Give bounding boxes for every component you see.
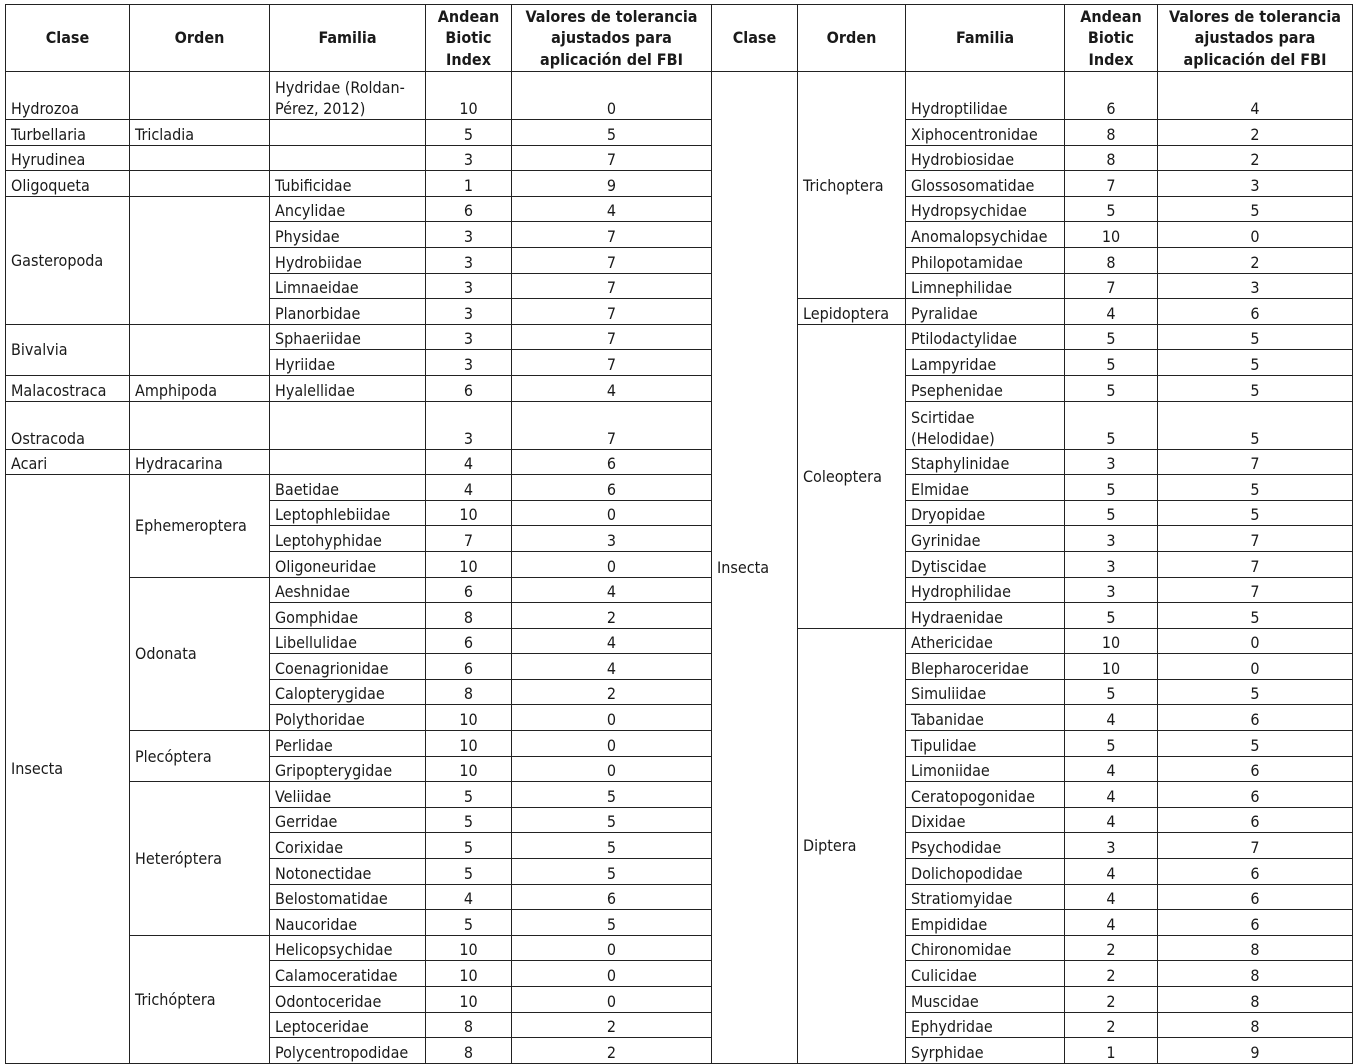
cell-clase: Malacostraca [6, 375, 130, 401]
cell-familia: Hyriidae [270, 350, 426, 376]
cell-abi: 10 [426, 72, 512, 120]
cell-abi: 3 [426, 299, 512, 325]
cell-fbi: 7 [1158, 551, 1353, 577]
cell-fbi: 7 [1158, 526, 1353, 552]
cell-orden: Trichóptera [130, 935, 270, 1063]
cell-orden: Tricladia [130, 120, 270, 146]
cell-clase: Acari [6, 449, 130, 475]
cell-familia [270, 120, 426, 146]
cell-abi: 5 [426, 782, 512, 808]
table-row [6, 196, 712, 222]
header-orden: Orden [130, 5, 270, 72]
cell-abi: 4 [1065, 807, 1158, 833]
cell-fbi: 7 [512, 401, 712, 449]
cell-familia: Gripopterygidae [270, 756, 426, 782]
cell-familia: Chironomidae [906, 935, 1065, 961]
cell-familia: Glossosomatidae [906, 171, 1065, 197]
cell-abi: 8 [1065, 247, 1158, 273]
cell-orden: Diptera [798, 628, 906, 1063]
cell-fbi: 8 [1158, 961, 1353, 987]
cell-fbi: 0 [512, 500, 712, 526]
cell-fbi: 4 [512, 654, 712, 680]
cell-fbi: 4 [1158, 72, 1353, 120]
table-row [6, 375, 712, 401]
cell-familia: Aeshnidae [270, 577, 426, 603]
cell-familia [270, 401, 426, 449]
cell-fbi: 7 [1158, 577, 1353, 603]
cell-fbi: 4 [512, 577, 712, 603]
cell-abi: 5 [1065, 603, 1158, 629]
cell-fbi: 5 [1158, 603, 1353, 629]
table-row [6, 449, 712, 475]
cell-familia: Muscidae [906, 987, 1065, 1013]
cell-abi: 4 [1065, 910, 1158, 936]
cell-familia: Baetidae [270, 475, 426, 501]
cell-fbi: 0 [512, 987, 712, 1013]
header-fbi-tolerance: Valores de tolerancia ajustados para aplicación del FBI [512, 5, 712, 72]
cell-fbi: 6 [1158, 782, 1353, 808]
cell-familia: Hyalellidae [270, 375, 426, 401]
cell-familia: Calopterygidae [270, 679, 426, 705]
cell-abi: 10 [1065, 222, 1158, 248]
cell-familia: Leptophlebiidae [270, 500, 426, 526]
cell-clase: Hydrozoa [6, 72, 130, 120]
cell-fbi: 0 [512, 935, 712, 961]
cell-familia: Corixidae [270, 833, 426, 859]
cell-abi: 4 [1065, 859, 1158, 885]
cell-familia: Odontoceridae [270, 987, 426, 1013]
cell-clase: Turbellaria [6, 120, 130, 146]
table-body-right [712, 72, 1353, 1064]
table-row [6, 475, 712, 501]
header-orden: Orden [798, 5, 906, 72]
cell-abi: 6 [1065, 72, 1158, 120]
cell-familia: Limnephilidae [906, 273, 1065, 299]
cell-familia: Perlidae [270, 731, 426, 757]
table-row [712, 72, 1353, 120]
cell-fbi: 6 [1158, 910, 1353, 936]
cell-abi: 2 [1065, 1012, 1158, 1038]
cell-familia: Naucoridae [270, 910, 426, 936]
cell-familia: Psychodidae [906, 833, 1065, 859]
header-familia: Familia [906, 5, 1065, 72]
table-row [6, 324, 712, 350]
cell-abi: 6 [426, 196, 512, 222]
cell-abi: 4 [1065, 705, 1158, 731]
cell-familia: Philopotamidae [906, 247, 1065, 273]
cell-familia: Hydridae (Roldan-Pérez, 2012) [270, 72, 426, 120]
cell-abi: 4 [426, 449, 512, 475]
cell-abi: 2 [1065, 935, 1158, 961]
cell-familia: Syrphidae [906, 1038, 1065, 1064]
cell-abi: 3 [1065, 833, 1158, 859]
cell-abi: 3 [426, 350, 512, 376]
cell-abi: 4 [426, 884, 512, 910]
cell-fbi: 5 [512, 859, 712, 885]
cell-abi: 2 [1065, 961, 1158, 987]
cell-familia: Notonectidae [270, 859, 426, 885]
cell-abi: 8 [426, 1038, 512, 1064]
cell-fbi: 5 [1158, 500, 1353, 526]
cell-fbi: 8 [1158, 1012, 1353, 1038]
cell-fbi: 7 [512, 350, 712, 376]
cell-abi: 3 [1065, 577, 1158, 603]
cell-orden: Trichoptera [798, 72, 906, 299]
cell-familia: Empididae [906, 910, 1065, 936]
cell-familia: Tipulidae [906, 731, 1065, 757]
cell-abi: 3 [426, 222, 512, 248]
cell-abi: 4 [1065, 884, 1158, 910]
cell-familia: Blepharoceridae [906, 654, 1065, 680]
cell-familia: Dixidae [906, 807, 1065, 833]
cell-familia: Physidae [270, 222, 426, 248]
cell-fbi: 7 [512, 222, 712, 248]
cell-fbi: 7 [512, 299, 712, 325]
cell-abi: 6 [426, 628, 512, 654]
cell-fbi: 6 [512, 449, 712, 475]
cell-abi: 7 [1065, 171, 1158, 197]
cell-clase: Oligoqueta [6, 171, 130, 197]
cell-clase: Insecta [712, 72, 798, 1064]
cell-abi: 8 [1065, 120, 1158, 146]
table-row [6, 401, 712, 449]
cell-familia: Dryopidae [906, 500, 1065, 526]
header-familia: Familia [270, 5, 426, 72]
cell-familia: Hydrobiosidae [906, 145, 1065, 171]
table-row [6, 120, 712, 146]
cell-fbi: 5 [512, 120, 712, 146]
cell-orden: Ephemeroptera [130, 475, 270, 577]
cell-orden: Coleoptera [798, 324, 906, 628]
table-row [712, 324, 1353, 350]
cell-fbi: 0 [512, 961, 712, 987]
cell-clase: Ostracoda [6, 401, 130, 449]
cell-orden [130, 72, 270, 120]
cell-abi: 5 [1065, 196, 1158, 222]
cell-fbi: 5 [1158, 375, 1353, 401]
cell-fbi: 6 [512, 475, 712, 501]
cell-abi: 4 [1065, 299, 1158, 325]
cell-fbi: 6 [1158, 884, 1353, 910]
cell-familia: Scirtidae (Helodidae) [906, 401, 1065, 449]
cell-familia: Coenagrionidae [270, 654, 426, 680]
cell-fbi: 4 [512, 375, 712, 401]
header-row [6, 5, 712, 72]
cell-abi: 1 [426, 171, 512, 197]
cell-fbi: 4 [512, 196, 712, 222]
cell-abi: 1 [1065, 1038, 1158, 1064]
cell-orden: Amphipoda [130, 375, 270, 401]
cell-familia: Anomalopsychidae [906, 222, 1065, 248]
cell-fbi: 4 [512, 628, 712, 654]
table-body-left [6, 72, 712, 1064]
cell-orden: Hydracarina [130, 449, 270, 475]
cell-orden: Lepidoptera [798, 299, 906, 325]
cell-fbi: 5 [512, 833, 712, 859]
tolerance-table-left [5, 4, 712, 1064]
cell-fbi: 5 [1158, 679, 1353, 705]
cell-abi: 6 [426, 375, 512, 401]
cell-abi: 7 [1065, 273, 1158, 299]
cell-fbi: 2 [512, 1038, 712, 1064]
cell-abi: 3 [1065, 526, 1158, 552]
cell-fbi: 6 [1158, 705, 1353, 731]
cell-fbi: 7 [512, 247, 712, 273]
cell-familia [270, 145, 426, 171]
cell-familia [270, 449, 426, 475]
cell-fbi: 0 [512, 72, 712, 120]
table-row [6, 145, 712, 171]
cell-orden [130, 401, 270, 449]
cell-fbi: 2 [512, 1012, 712, 1038]
cell-fbi: 7 [512, 273, 712, 299]
cell-familia: Planorbidae [270, 299, 426, 325]
cell-fbi: 0 [512, 756, 712, 782]
cell-familia: Leptoceridae [270, 1012, 426, 1038]
cell-familia: Polycentropodidae [270, 1038, 426, 1064]
cell-abi: 5 [1065, 731, 1158, 757]
table-row [6, 171, 712, 197]
cell-abi: 10 [426, 935, 512, 961]
cell-abi: 5 [426, 120, 512, 146]
table-row [712, 628, 1353, 654]
cell-abi: 5 [1065, 401, 1158, 449]
cell-fbi: 7 [512, 145, 712, 171]
cell-familia: Limoniidae [906, 756, 1065, 782]
cell-abi: 4 [426, 475, 512, 501]
cell-familia: Ancylidae [270, 196, 426, 222]
cell-familia: Oligoneuridae [270, 551, 426, 577]
cell-fbi: 0 [1158, 654, 1353, 680]
cell-abi: 5 [1065, 679, 1158, 705]
cell-familia: Belostomatidae [270, 884, 426, 910]
cell-orden [130, 171, 270, 197]
cell-abi: 8 [426, 1012, 512, 1038]
cell-familia: Gyrinidae [906, 526, 1065, 552]
header-andean-biotic-index: Andean Biotic Index [1065, 5, 1158, 72]
cell-familia: Ptilodactylidae [906, 324, 1065, 350]
cell-familia: Polythoridae [270, 705, 426, 731]
header-clase: Clase [6, 5, 130, 72]
cell-abi: 10 [426, 987, 512, 1013]
cell-clase: Gasteropoda [6, 196, 130, 324]
cell-abi: 3 [426, 273, 512, 299]
cell-fbi: 7 [512, 324, 712, 350]
cell-abi: 10 [1065, 628, 1158, 654]
cell-fbi: 5 [1158, 196, 1353, 222]
cell-fbi: 2 [1158, 247, 1353, 273]
cell-fbi: 2 [512, 603, 712, 629]
cell-familia: Ephydridae [906, 1012, 1065, 1038]
cell-fbi: 8 [1158, 987, 1353, 1013]
cell-abi: 3 [426, 401, 512, 449]
header-andean-biotic-index: Andean Biotic Index [426, 5, 512, 72]
cell-familia: Libellulidae [270, 628, 426, 654]
cell-abi: 3 [426, 145, 512, 171]
table-row [6, 72, 712, 120]
header-fbi-tolerance: Valores de tolerancia ajustados para aplicación del FBI [1158, 5, 1353, 72]
cell-fbi: 0 [512, 731, 712, 757]
cell-abi: 10 [426, 756, 512, 782]
cell-fbi: 6 [512, 884, 712, 910]
cell-abi: 5 [1065, 375, 1158, 401]
cell-orden [130, 145, 270, 171]
cell-clase: Bivalvia [6, 324, 130, 375]
cell-fbi: 9 [1158, 1038, 1353, 1064]
cell-familia: Culicidae [906, 961, 1065, 987]
cell-familia: Hydrobiidae [270, 247, 426, 273]
cell-abi: 5 [1065, 350, 1158, 376]
cell-abi: 3 [1065, 551, 1158, 577]
cell-fbi: 5 [512, 807, 712, 833]
cell-familia: Hydrophilidae [906, 577, 1065, 603]
cell-fbi: 5 [512, 910, 712, 936]
cell-familia: Stratiomyidae [906, 884, 1065, 910]
cell-familia: Athericidae [906, 628, 1065, 654]
cell-abi: 5 [426, 859, 512, 885]
cell-abi: 5 [426, 833, 512, 859]
cell-abi: 7 [426, 526, 512, 552]
cell-abi: 10 [426, 500, 512, 526]
cell-fbi: 2 [1158, 120, 1353, 146]
cell-abi: 5 [1065, 475, 1158, 501]
cell-abi: 5 [426, 807, 512, 833]
cell-familia: Staphylinidae [906, 449, 1065, 475]
cell-fbi: 5 [1158, 475, 1353, 501]
cell-familia: Leptohyphidae [270, 526, 426, 552]
cell-orden: Heteróptera [130, 782, 270, 936]
cell-abi: 3 [1065, 449, 1158, 475]
cell-abi: 6 [426, 654, 512, 680]
cell-fbi: 5 [1158, 401, 1353, 449]
cell-orden [130, 324, 270, 375]
cell-orden [130, 196, 270, 324]
cell-familia: Sphaeriidae [270, 324, 426, 350]
cell-abi: 8 [1065, 145, 1158, 171]
cell-familia: Xiphocentronidae [906, 120, 1065, 146]
cell-familia: Dolichopodidae [906, 859, 1065, 885]
cell-fbi: 8 [1158, 935, 1353, 961]
cell-fbi: 5 [1158, 350, 1353, 376]
cell-abi: 10 [426, 551, 512, 577]
cell-abi: 10 [426, 705, 512, 731]
cell-familia: Psephenidae [906, 375, 1065, 401]
cell-familia: Hydraenidae [906, 603, 1065, 629]
cell-familia: Hydroptilidae [906, 72, 1065, 120]
cell-fbi: 3 [1158, 273, 1353, 299]
header-row [712, 5, 1353, 72]
cell-orden: Odonata [130, 577, 270, 731]
cell-familia: Gerridae [270, 807, 426, 833]
cell-abi: 8 [426, 679, 512, 705]
cell-abi: 8 [426, 603, 512, 629]
cell-clase: Insecta [6, 475, 130, 1064]
cell-abi: 10 [426, 731, 512, 757]
cell-abi: 5 [426, 910, 512, 936]
cell-fbi: 3 [512, 526, 712, 552]
cell-fbi: 5 [1158, 324, 1353, 350]
table-row [712, 299, 1353, 325]
cell-familia: Lampyridae [906, 350, 1065, 376]
cell-familia: Simuliidae [906, 679, 1065, 705]
cell-familia: Elmidae [906, 475, 1065, 501]
cell-fbi: 0 [1158, 628, 1353, 654]
cell-abi: 5 [1065, 324, 1158, 350]
cell-clase: Hyrudinea [6, 145, 130, 171]
cell-abi: 4 [1065, 782, 1158, 808]
cell-familia: Helicopsychidae [270, 935, 426, 961]
cell-familia: Tubificidae [270, 171, 426, 197]
cell-fbi: 5 [512, 782, 712, 808]
cell-orden: Plecóptera [130, 731, 270, 782]
cell-abi: 10 [1065, 654, 1158, 680]
cell-fbi: 5 [1158, 731, 1353, 757]
cell-abi: 10 [426, 961, 512, 987]
cell-abi: 3 [426, 247, 512, 273]
cell-fbi: 6 [1158, 299, 1353, 325]
cell-fbi: 0 [512, 705, 712, 731]
cell-fbi: 0 [512, 551, 712, 577]
header-clase: Clase [712, 5, 798, 72]
cell-fbi: 7 [1158, 449, 1353, 475]
cell-familia: Dytiscidae [906, 551, 1065, 577]
cell-familia: Pyralidae [906, 299, 1065, 325]
cell-familia: Ceratopogonidae [906, 782, 1065, 808]
cell-familia: Calamoceratidae [270, 961, 426, 987]
cell-fbi: 9 [512, 171, 712, 197]
cell-fbi: 2 [1158, 145, 1353, 171]
cell-familia: Tabanidae [906, 705, 1065, 731]
cell-fbi: 3 [1158, 171, 1353, 197]
cell-fbi: 7 [1158, 833, 1353, 859]
cell-fbi: 6 [1158, 756, 1353, 782]
cell-familia: Limnaeidae [270, 273, 426, 299]
cell-abi: 5 [1065, 500, 1158, 526]
cell-abi: 4 [1065, 756, 1158, 782]
cell-familia: Gomphidae [270, 603, 426, 629]
cell-fbi: 6 [1158, 859, 1353, 885]
cell-abi: 2 [1065, 987, 1158, 1013]
cell-fbi: 2 [512, 679, 712, 705]
cell-abi: 6 [426, 577, 512, 603]
cell-abi: 3 [426, 324, 512, 350]
cell-familia: Veliidae [270, 782, 426, 808]
cell-fbi: 6 [1158, 807, 1353, 833]
tolerance-table-right [711, 4, 1353, 1064]
cell-familia: Hydropsychidae [906, 196, 1065, 222]
cell-fbi: 0 [1158, 222, 1353, 248]
